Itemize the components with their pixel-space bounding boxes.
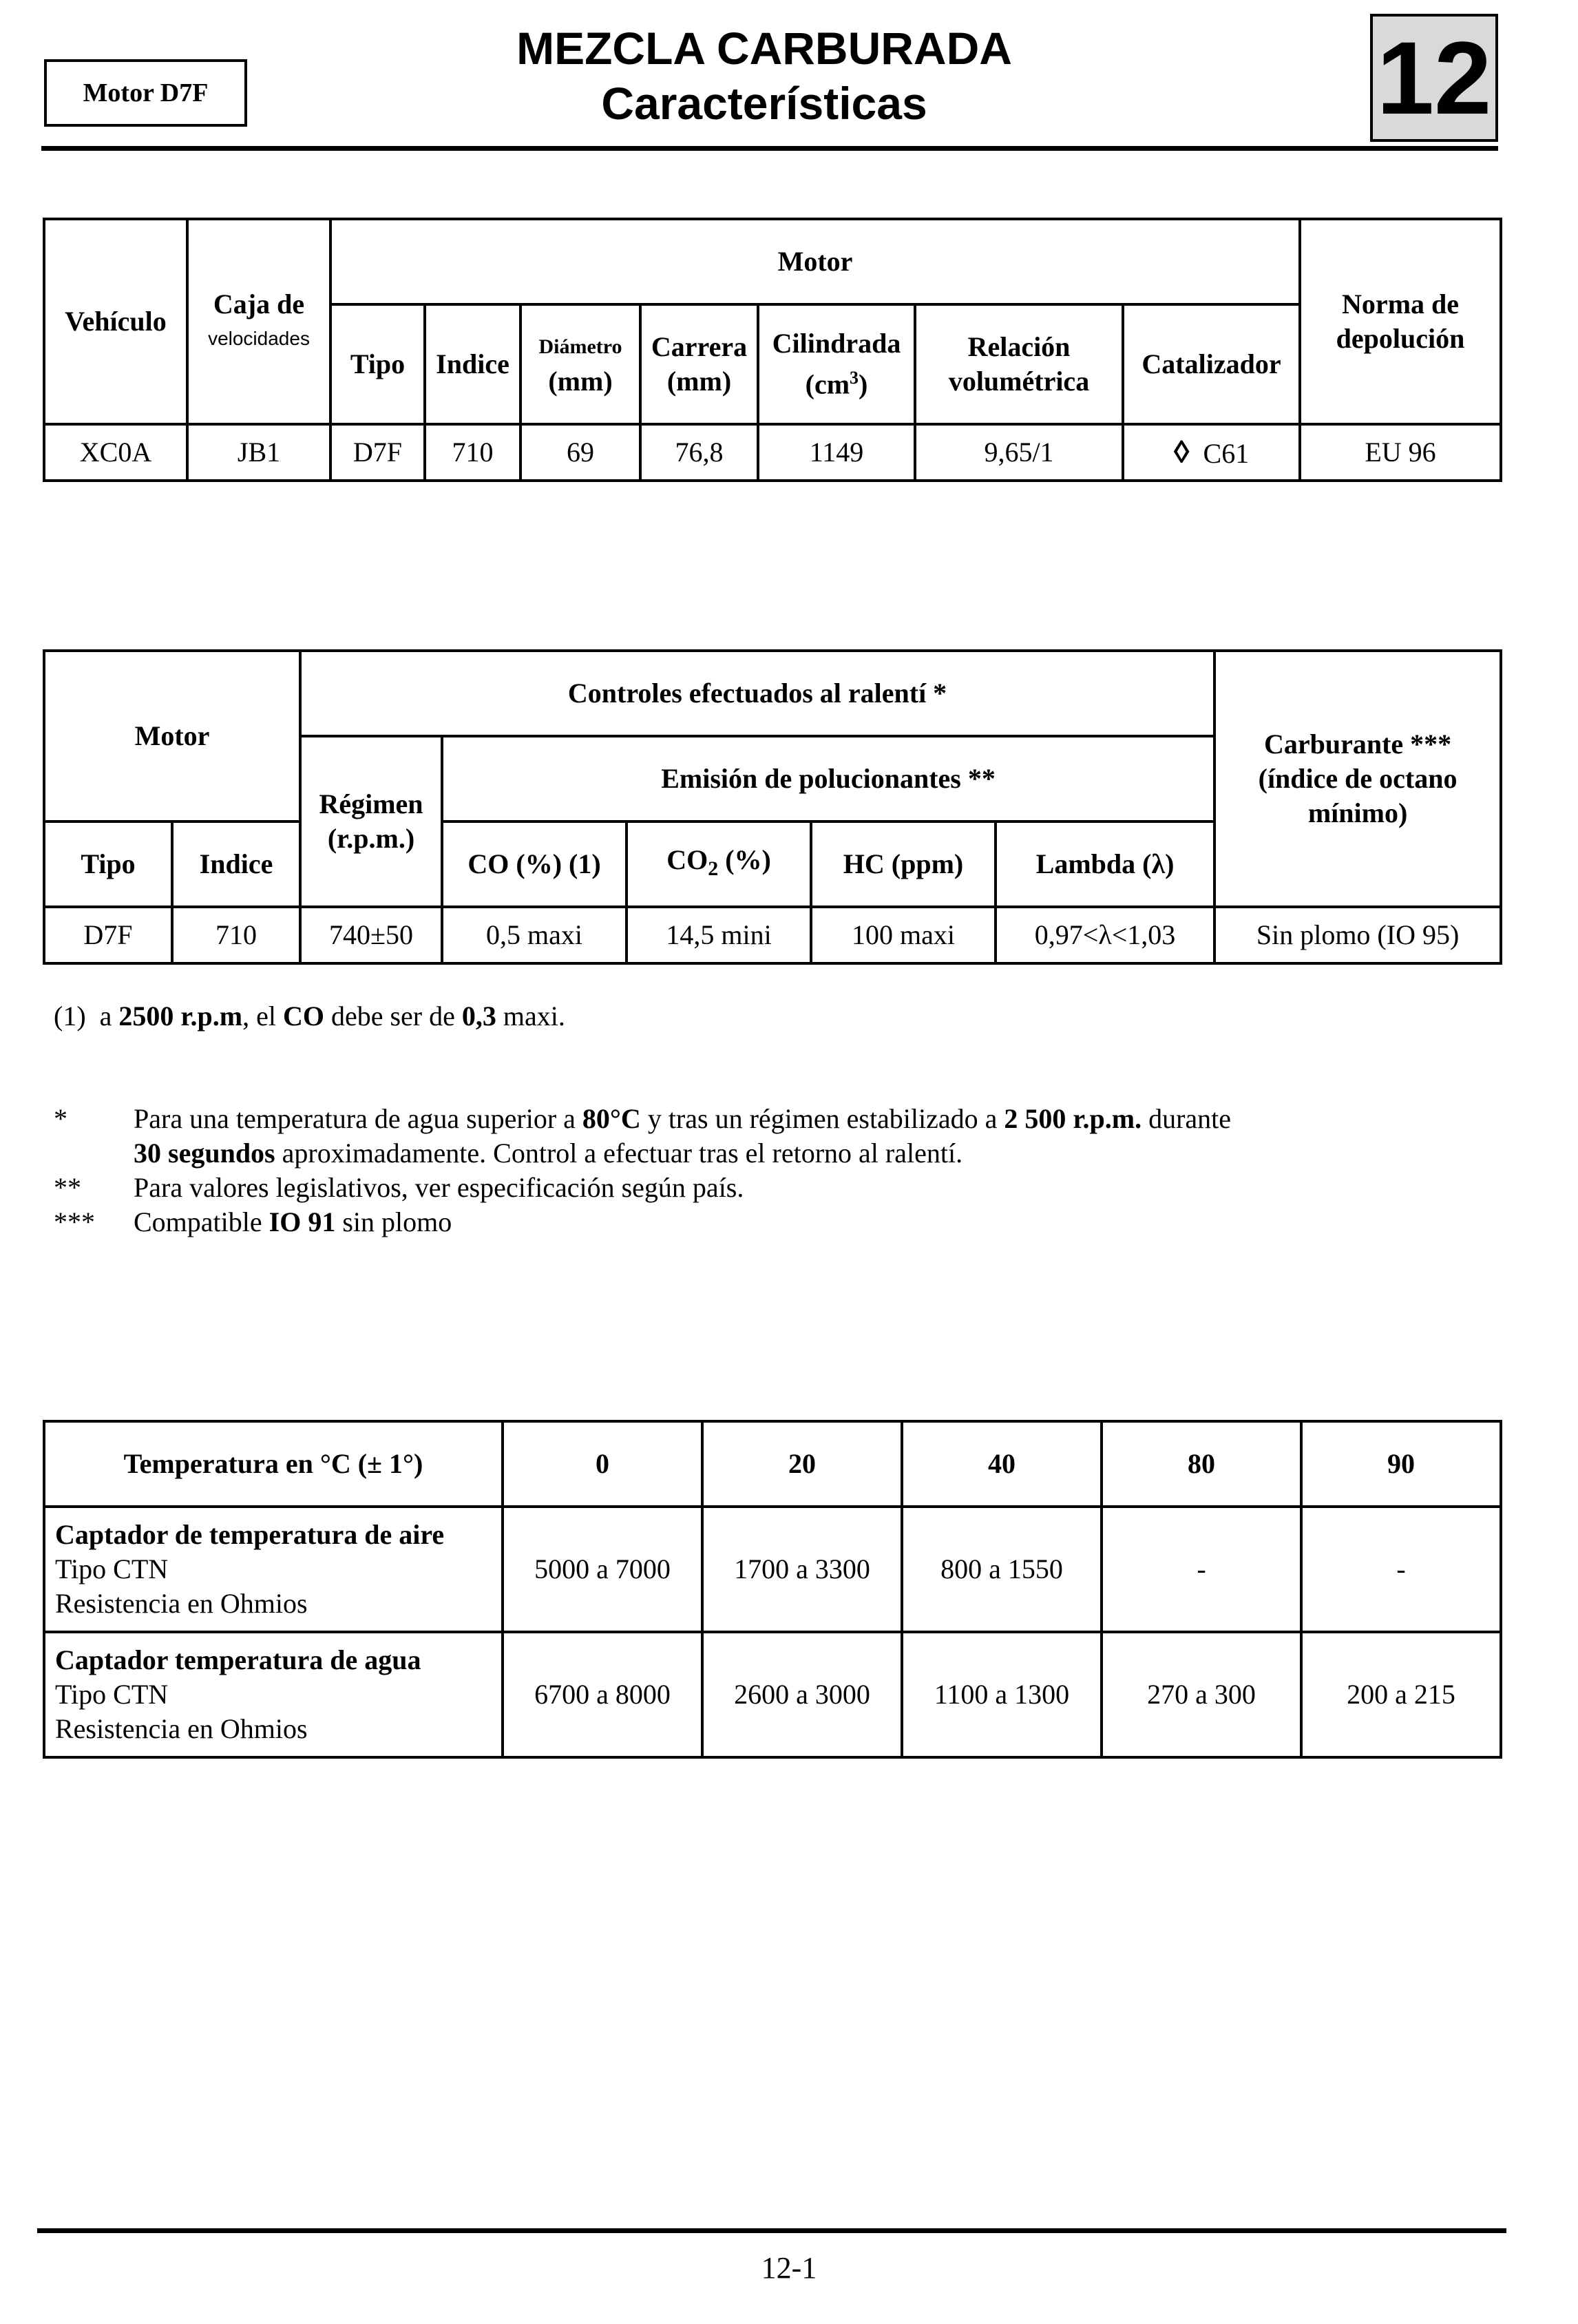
chapter-number: 12 (1376, 20, 1492, 136)
co2-post: (%) (718, 844, 771, 875)
header-controles: Controles efectuados al ralentí * (300, 651, 1214, 736)
cell-diametro: 69 (520, 424, 640, 481)
cilindrada-unit-post: ) (859, 368, 868, 400)
header-carrera (640, 304, 758, 424)
co2-pre: CO (666, 844, 708, 875)
cell-hc: 100 maxi (811, 907, 996, 963)
engine-specs-table (43, 218, 1502, 482)
note-3-pre: Compatible (134, 1206, 269, 1237)
cell-tipo: D7F (330, 424, 425, 481)
header-co2 (627, 821, 811, 907)
table-row (44, 1507, 1501, 1632)
header-regimen-line1: Régimen (319, 788, 423, 819)
water-sensor-title: Captador temperatura de agua (55, 1644, 421, 1675)
footnote-marker: (1) (54, 1001, 86, 1032)
note-1-rpm: 2 500 r.p.m. (1004, 1103, 1142, 1134)
air-sensor-label (44, 1507, 503, 1632)
header-diametro-line1: Diámetro (538, 335, 622, 358)
air-sensor-value: - (1102, 1507, 1301, 1632)
cell-lambda: 0,97<λ<1,03 (996, 907, 1214, 963)
footnote-rpm: 2500 r.p.m (118, 1001, 243, 1032)
co2-sub: 2 (708, 857, 719, 880)
header-temperature: Temperatura en °C (± 1°) (44, 1421, 503, 1507)
header-temp-0: 0 (503, 1421, 702, 1507)
header-tipo-2: Tipo (44, 821, 172, 907)
idle-controls-table (43, 649, 1502, 965)
header-carrera-line2: (mm) (666, 366, 732, 397)
header-carburante-line3: mínimo) (1307, 797, 1408, 828)
water-sensor-value: 2600 a 3000 (702, 1632, 902, 1757)
air-sensor-unit: Resistencia en Ohmios (55, 1588, 308, 1619)
header-relacion (915, 304, 1123, 424)
air-sensor-value: 1700 a 3300 (702, 1507, 902, 1632)
header-motor-2: Motor (44, 651, 300, 821)
water-sensor-label (44, 1632, 503, 1757)
footer-rule (37, 2228, 1506, 2233)
air-sensor-type: Tipo CTN (55, 1553, 169, 1584)
header-caja-line1: Caja de (213, 289, 305, 320)
catalyst-code: C61 (1203, 437, 1250, 469)
air-sensor-value: 5000 a 7000 (503, 1507, 702, 1632)
header-relacion-line1: Relación (967, 331, 1071, 362)
header-caja-line2: velocidades (208, 328, 310, 349)
header-rule (41, 146, 1498, 151)
header-temp-90: 90 (1301, 1421, 1501, 1507)
note-1-line2-text: aproximadamente. Control a efectuar tras el retorno al ralentí. (275, 1138, 963, 1169)
header-carrera-line1: Carrera (651, 331, 748, 362)
cell-carrera: 76,8 (640, 424, 758, 481)
header-temp-20: 20 (702, 1421, 902, 1507)
note-1-line2 (134, 1136, 962, 1171)
note-1-mid: y tras un régimen estabilizado a (640, 1103, 1004, 1134)
title-line-1: MEZCLA CARBURADA (516, 23, 1012, 74)
note-3-post: sin plomo (335, 1206, 452, 1237)
header-hc: HC (ppm) (811, 821, 996, 907)
header-temp-80: 80 (1102, 1421, 1301, 1507)
header-lambda: Lambda (λ) (996, 821, 1214, 907)
table-row (44, 1632, 1501, 1757)
note-1-post: durante (1142, 1103, 1232, 1134)
water-sensor-value: 6700 a 8000 (503, 1632, 702, 1757)
header-co: CO (%) (1) (442, 821, 627, 907)
note-1-line1 (134, 1102, 1231, 1136)
cilindrada-unit-sup: 3 (850, 368, 859, 388)
header-regimen-line2: (r.p.m.) (327, 823, 415, 854)
header-diametro-line2: (mm) (548, 366, 613, 397)
header-vehiculo: Vehículo (44, 219, 187, 424)
water-sensor-unit: Resistencia en Ohmios (55, 1713, 308, 1744)
note-3-text (134, 1205, 452, 1239)
cell-cilindrada: 1149 (758, 424, 915, 481)
air-sensor-value: - (1301, 1507, 1501, 1632)
footnote-text-mid: , el (242, 1001, 283, 1032)
note-2-marker: ** (54, 1172, 81, 1203)
header-relacion-line2: volumétrica (948, 366, 1090, 397)
cell-norma: EU 96 (1300, 424, 1501, 481)
note-3-marker: *** (54, 1206, 95, 1237)
note-1-marker: * (54, 1103, 67, 1134)
header-cilindrada (758, 304, 915, 424)
header-motor: Motor (330, 219, 1300, 304)
water-sensor-value: 270 a 300 (1102, 1632, 1301, 1757)
title-line-2: Características (601, 78, 927, 129)
note-1-duration: 30 segundos (134, 1138, 275, 1169)
cell-vehiculo: XC0A (44, 424, 187, 481)
header-norma-line1: Norma de (1342, 289, 1460, 320)
header-catalizador: Catalizador (1123, 304, 1300, 424)
header-norma (1300, 219, 1501, 424)
water-sensor-type: Tipo CTN (55, 1679, 169, 1710)
cilindrada-unit-pre: (cm (805, 368, 850, 400)
header-temp-40: 40 (902, 1421, 1102, 1507)
motor-label-box (44, 59, 247, 127)
page-title (386, 21, 1143, 131)
cell-co2: 14,5 mini (627, 907, 811, 963)
footnote-text-post: maxi. (496, 1001, 565, 1032)
header-emision: Emisión de polucionantes ** (442, 736, 1214, 821)
cell-catalizador (1123, 424, 1300, 481)
cell-regimen: 740±50 (300, 907, 442, 963)
header-carburante (1214, 651, 1501, 907)
air-sensor-value: 800 a 1550 (902, 1507, 1102, 1632)
cell-tipo-2: D7F (44, 907, 172, 963)
catalyst-diamond-icon: ◊ (1173, 433, 1190, 470)
header-cilindrada-line2 (764, 361, 909, 401)
note-2-text: Para valores legislativos, ver especificación según país. (134, 1172, 744, 1203)
note-1-pre: Para una temperatura de agua superior a (134, 1103, 582, 1134)
cell-co: 0,5 maxi (442, 907, 627, 963)
header-tipo: Tipo (330, 304, 425, 424)
header-caja (187, 219, 330, 424)
temperature-sensor-table (43, 1420, 1502, 1759)
header-cilindrada-line1: Cilindrada (772, 328, 901, 359)
footnote-text-mid2: debe ser de (324, 1001, 462, 1032)
cell-carburante: Sin plomo (IO 95) (1214, 907, 1501, 963)
motor-label: Motor D7F (83, 78, 209, 107)
header-indice-2: Indice (172, 821, 300, 907)
footnote-value: 0,3 (461, 1001, 496, 1032)
footnote-co-label: CO (282, 1001, 324, 1032)
water-sensor-value: 200 a 215 (1301, 1632, 1501, 1757)
header-carburante-line1: Carburante *** (1263, 729, 1452, 760)
header-indice: Indice (425, 304, 520, 424)
header-regimen (300, 736, 442, 907)
cell-relacion: 9,65/1 (915, 424, 1123, 481)
header-carburante-line2: (índice de octano (1258, 763, 1458, 794)
cell-indice: 710 (425, 424, 520, 481)
footnote-co (54, 999, 565, 1034)
header-diametro (520, 304, 640, 424)
note-3-bold: IO 91 (269, 1206, 336, 1237)
footnote-text-pre: a (99, 1001, 119, 1032)
note-1-temp: 80°C (582, 1103, 641, 1134)
chapter-number-box (1370, 14, 1498, 142)
water-sensor-value: 1100 a 1300 (902, 1632, 1102, 1757)
header-norma-line2: depolución (1336, 323, 1465, 354)
page-number: 12-1 (761, 2251, 817, 2285)
cell-caja: JB1 (187, 424, 330, 481)
cell-indice-2: 710 (172, 907, 300, 963)
air-sensor-title: Captador de temperatura de aire (55, 1519, 445, 1550)
